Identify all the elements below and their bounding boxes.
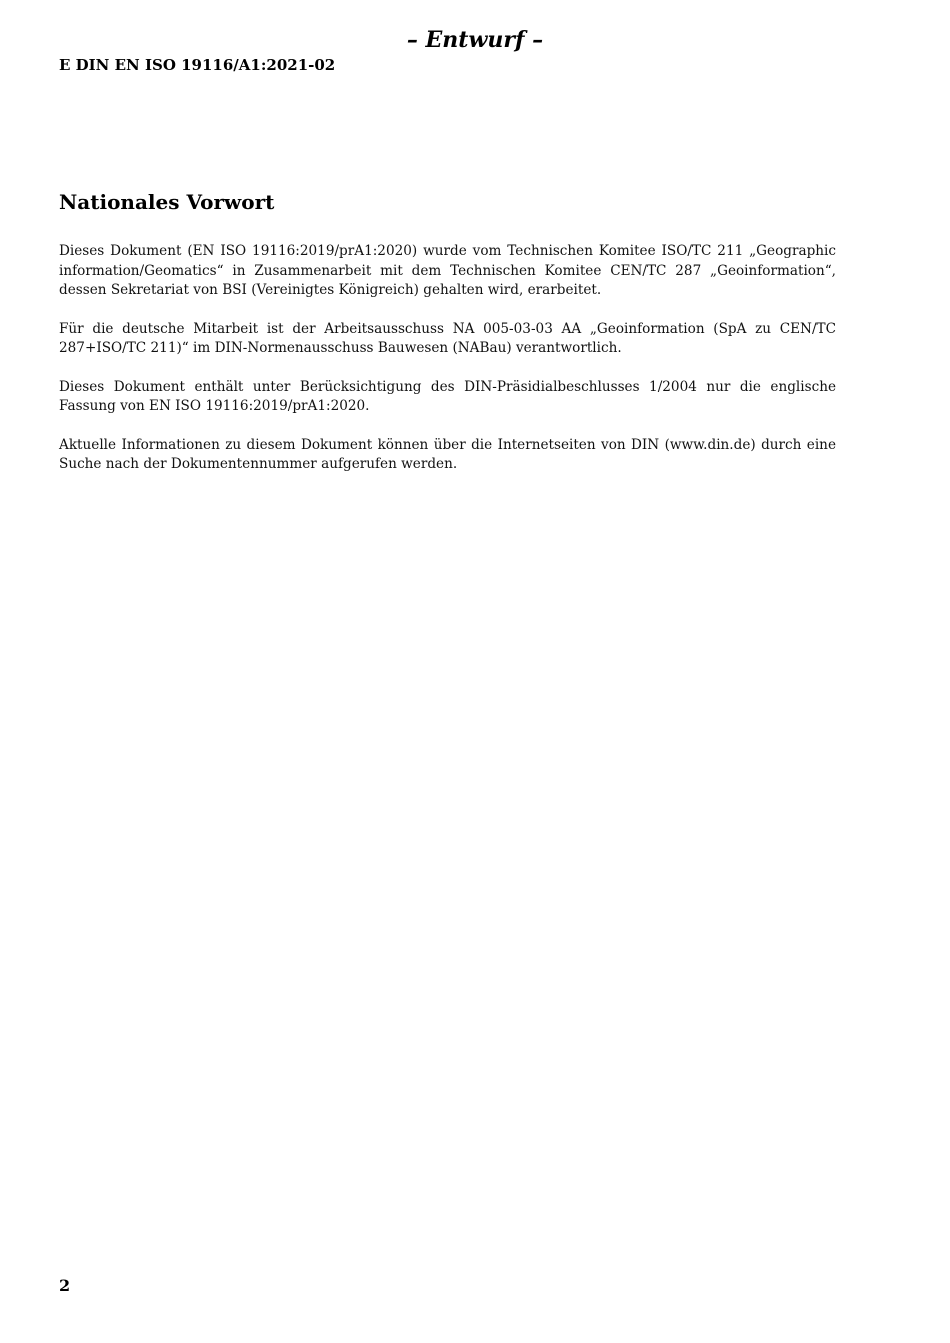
draft-watermark-label: – Entwurf – (406, 27, 544, 53)
foreword-paragraph-2: Für die deutsche Mitarbeit ist der Arbeitsausschuss NA 005-03-03 AA „Geoinformation (SpA zu CEN/TC 287+ISO/TC 211)“ im DIN-Normenausschuss Bauwesen (NABau) verantwortlich. (59, 320, 836, 356)
section-title: Nationales Vorwort (59, 190, 275, 214)
foreword-paragraph-3: Dieses Dokument enthält unter Berücksichtigung des DIN-Präsidialbeschlusses 1/2004 nur die englische Fassung von EN ISO 19116:2019/prA1:2020. (59, 378, 836, 414)
page-number: 2 (59, 1276, 71, 1295)
foreword-paragraph-4: Aktuelle Informationen zu diesem Dokument können über die Internetseiten von DIN (www.din.de) durch eine Suche nach der Dokumentennummer aufgerufen werden. (59, 436, 836, 472)
foreword-paragraph-1: Dieses Dokument (EN ISO 19116:2019/prA1:2020) wurde vom Technischen Komitee ISO/TC 211 „Geographic information/Geomatics“ in Zusammenarbeit mit dem Technischen Komitee CEN/TC 287 „Geoinformation“, dessen Sekretariat von BSI (Vereinigtes Königreich) gehalten wird, erarbeitet. (59, 243, 836, 298)
national-foreword-section (59, 186, 836, 494)
document-identifier: E DIN EN ISO 19116/A1:2021-02 (59, 56, 336, 74)
